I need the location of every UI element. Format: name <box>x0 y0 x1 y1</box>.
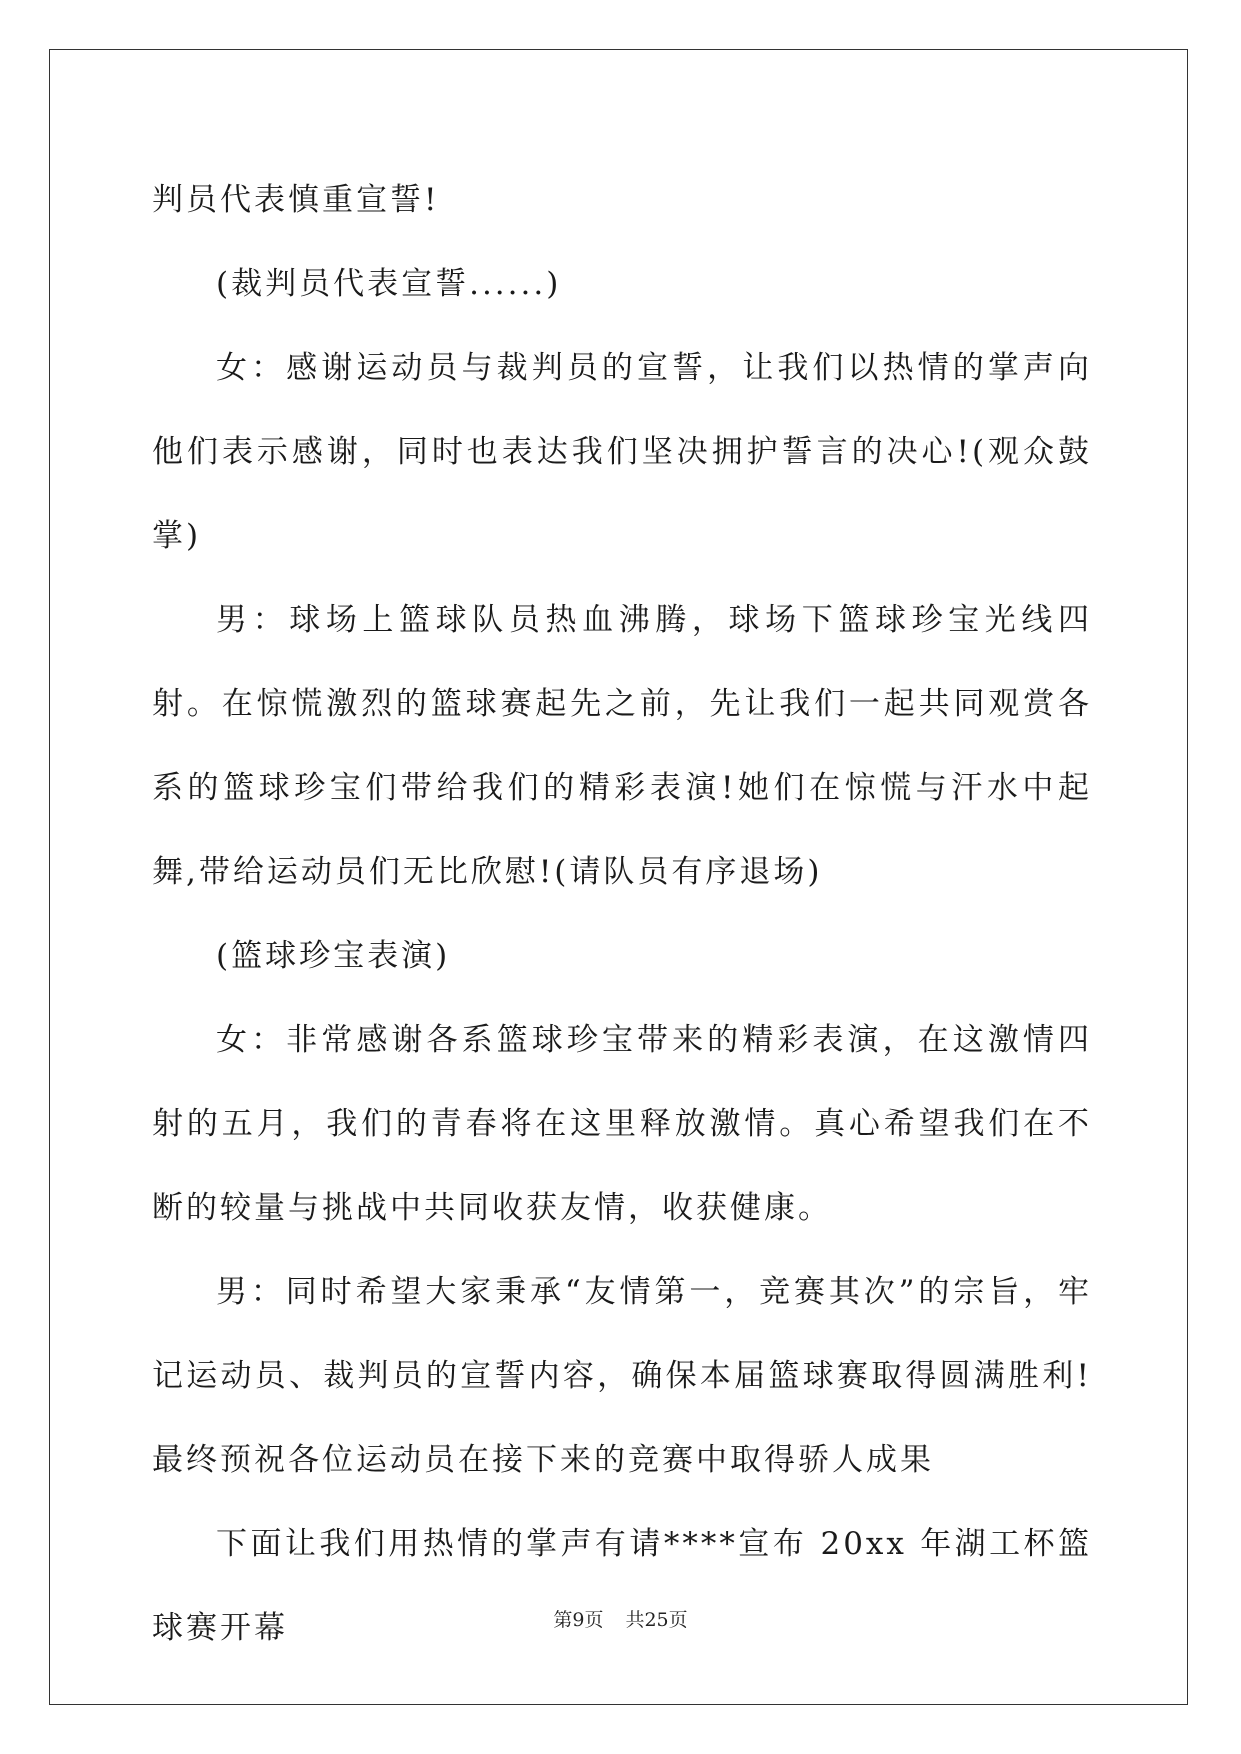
paragraph: 下面让我们用热情的掌声有请****宣布 20xx 年湖工杯篮球赛开幕 <box>152 1526 1092 1646</box>
paragraph: 女：非常感谢各系篮球珍宝带来的精彩表演，在这激情四射的五月，我们的青春将在这里释放激情。真心希望我们在不断的较量与挑战中共同收获友情，收获健康。 <box>152 1022 1092 1226</box>
paragraph: 女：感谢运动员与裁判员的宣誓，让我们以热情的掌声向他们表示感谢，同时也表达我们坚决拥护誓言的决心!(观众鼓掌) <box>152 350 1092 554</box>
page-total: 共25页 <box>625 1609 688 1631</box>
paragraph: 男：同时希望大家秉承“友情第一，竞赛其次”的宗旨，牢记运动员、裁判员的宣誓内容，确保本届篮球赛取得圆满胜利!最终预祝各位运动员在接下来的竞赛中取得骄人成果 <box>152 1274 1092 1478</box>
paragraph: (篮球珍宝表演) <box>216 938 451 974</box>
paragraph: (裁判员代表宣誓......) <box>216 266 562 302</box>
paragraph: 判员代表慎重宣誓! <box>152 182 440 218</box>
document-body <box>152 158 1092 1670</box>
paragraph: 男：球场上篮球队员热血沸腾，球场下篮球珍宝光线四射。在惊慌激烈的篮球赛起先之前，先让我们一起共同观赏各系的篮球珍宝们带给我们的精彩表演!她们在惊慌与汗水中起舞,带给运动员们无比欣慰!(请队员有序退场) <box>152 602 1092 890</box>
page-number: 第9页 <box>553 1609 604 1631</box>
page-footer <box>0 1605 1241 1632</box>
